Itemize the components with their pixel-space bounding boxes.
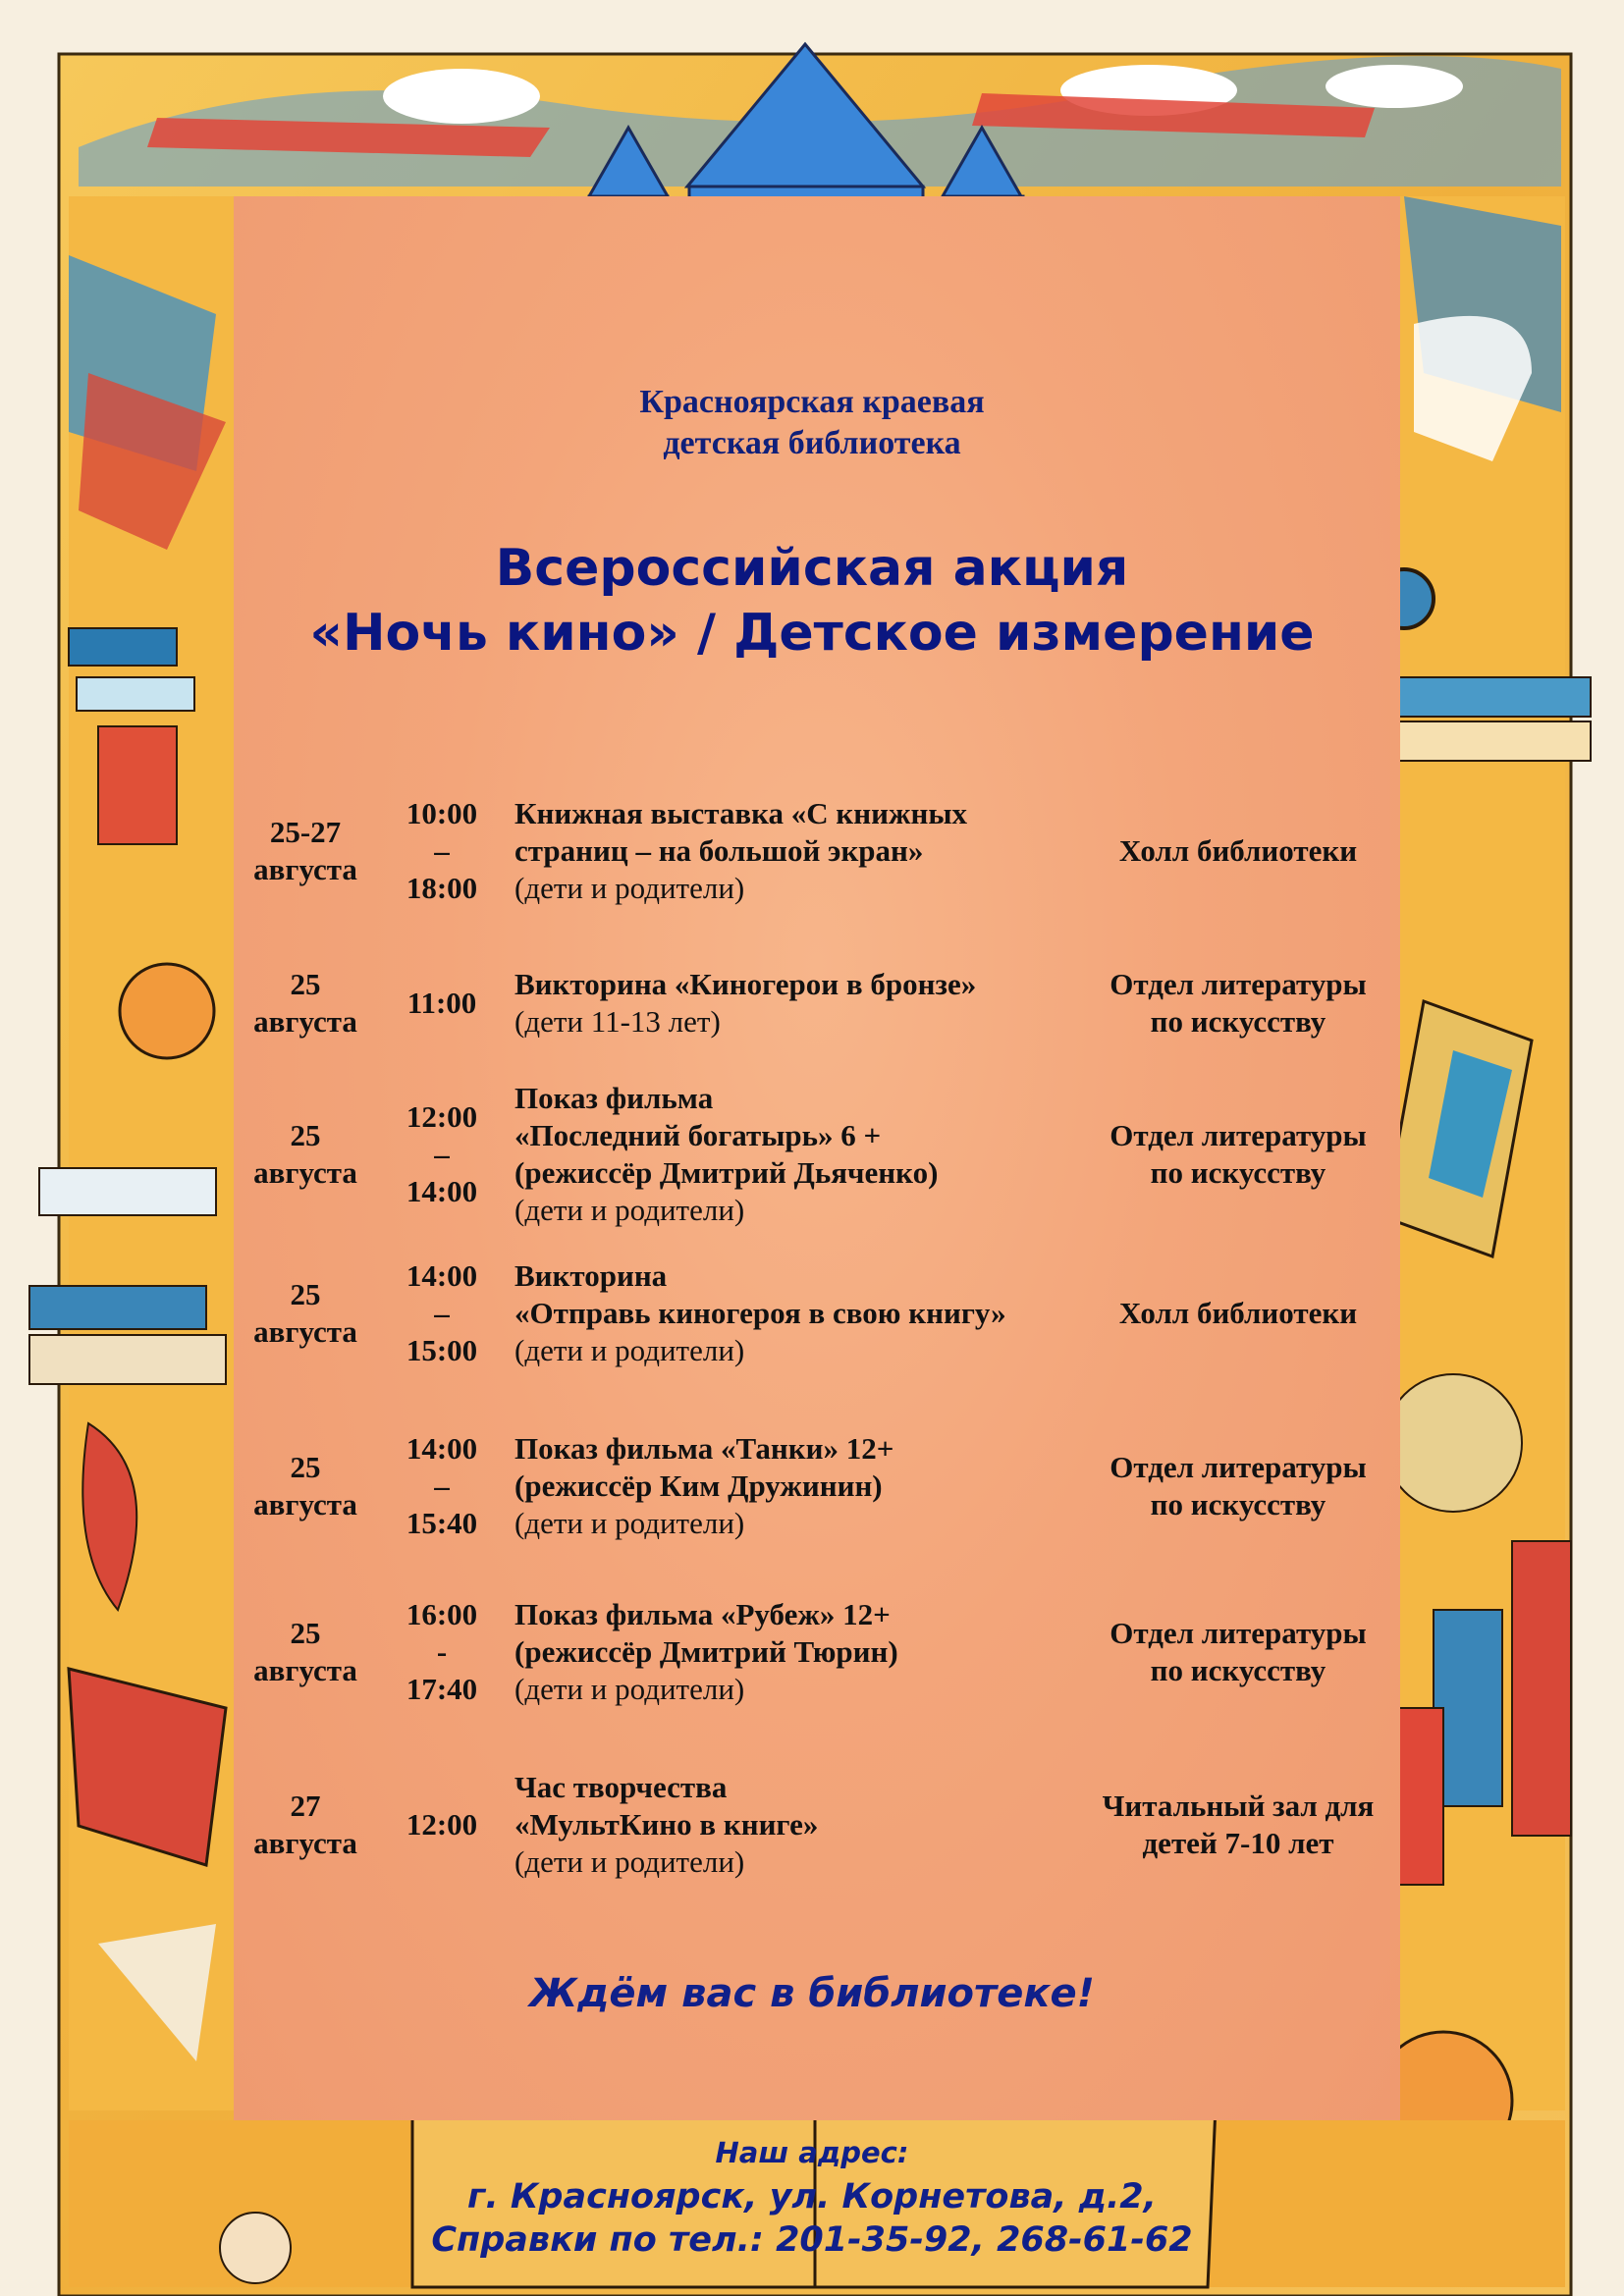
time-start: 16:00 (406, 1597, 478, 1631)
event-audience: (дети и родители) (514, 871, 745, 905)
event-title-line: (режиссёр Дмитрий Дьяченко) (514, 1155, 939, 1190)
date-month: августа (253, 1487, 357, 1522)
event-description (514, 792, 1064, 910)
date-day: 25-27 (269, 815, 342, 849)
time-start: 12:00 (406, 1099, 478, 1134)
time-separator: - (436, 1634, 448, 1669)
event-description (514, 964, 1064, 1042)
event-title-line: Викторина «Киногерои в бронзе» (514, 967, 977, 1001)
time-start: 10:00 (406, 796, 478, 830)
event-time (393, 964, 491, 1042)
event-audience: (дети и родители) (514, 1193, 745, 1227)
event-location (1076, 1427, 1400, 1545)
time-start: 14:00 (406, 1431, 478, 1466)
table-row (0, 1076, 1624, 1233)
event-title-line: «Последний богатырь» 6 + (514, 1118, 882, 1152)
event-time (393, 1593, 491, 1711)
phone-line: Справки по тел.: 201-35-92, 268-61-62 (431, 2220, 1193, 2260)
date-month: августа (253, 1653, 357, 1687)
location-line: Отдел литературы (1110, 967, 1367, 1001)
event-date (234, 1593, 377, 1711)
time-start: 12:00 (406, 1807, 478, 1842)
time-end: 18:00 (406, 871, 478, 905)
date-day: 25 (290, 1118, 321, 1152)
event-location (1076, 1766, 1400, 1884)
table-row (0, 1255, 1624, 1372)
event-location (1076, 792, 1400, 910)
date-month: августа (253, 1314, 357, 1349)
date-month: августа (253, 1826, 357, 1860)
location-line: Холл библиотеки (1118, 1296, 1358, 1330)
time-separator: – (434, 1296, 450, 1330)
location-line: Отдел литературы (1110, 1118, 1367, 1152)
table-row (0, 1427, 1624, 1545)
event-time (393, 1076, 491, 1233)
date-month: августа (253, 1004, 357, 1039)
event-location (1076, 1593, 1400, 1711)
time-separator: – (434, 833, 450, 868)
event-date (234, 792, 377, 910)
event-title-line: (режиссёр Ким Дружинин) (514, 1468, 883, 1503)
date-day: 27 (290, 1789, 321, 1823)
address-line: г. Красноярск, ул. Корнетова, д.2, (467, 2177, 1157, 2216)
time-separator: – (434, 1137, 450, 1171)
event-title-line: «Отправь киногероя в свою книгу» (514, 1296, 1006, 1330)
address-label: Наш адрес: (715, 2136, 909, 2169)
time-end: 14:00 (406, 1174, 478, 1208)
location-line: по искусству (1150, 1155, 1326, 1190)
library-name-line2: детская библиотека (663, 425, 961, 461)
event-time (393, 1427, 491, 1545)
event-audience: (дети 11-13 лет) (514, 1004, 721, 1039)
location-line: детей 7-10 лет (1142, 1826, 1334, 1860)
event-title-line: Показ фильма «Рубеж» 12+ (514, 1597, 891, 1631)
event-time (393, 792, 491, 910)
location-line: Читальный зал для (1102, 1789, 1375, 1823)
time-start: 14:00 (406, 1258, 478, 1293)
event-description (514, 1076, 1064, 1233)
location-line: по искусству (1150, 1004, 1326, 1039)
time-start: 11:00 (406, 986, 477, 1020)
location-line: по искусству (1150, 1487, 1326, 1522)
event-date (234, 1766, 377, 1884)
event-description (514, 1427, 1064, 1545)
location-line: Отдел литературы (1110, 1616, 1367, 1650)
event-date (234, 964, 377, 1042)
event-title-line: Показ фильма (514, 1081, 714, 1115)
time-end: 15:00 (406, 1333, 478, 1367)
time-end: 15:40 (406, 1506, 478, 1540)
table-row (0, 1593, 1624, 1711)
date-month: августа (253, 1155, 357, 1190)
event-date (234, 1427, 377, 1545)
event-location (1076, 1076, 1400, 1233)
date-day: 25 (290, 1450, 321, 1484)
event-date (234, 1255, 377, 1372)
event-title-line: Час творчества (514, 1770, 728, 1804)
event-audience: (дети и родители) (514, 1672, 745, 1706)
location-line: по искусству (1150, 1653, 1326, 1687)
event-title-line: Показ фильма «Танки» 12+ (514, 1431, 894, 1466)
event-title-line: Книжная выставка «С книжных (514, 796, 968, 830)
event-location (1076, 1255, 1400, 1372)
table-row (0, 964, 1624, 1042)
location-line: Холл библиотеки (1118, 833, 1358, 868)
time-separator: – (434, 1468, 450, 1503)
event-title-line: (режиссёр Дмитрий Тюрин) (514, 1634, 898, 1669)
date-day: 25 (290, 967, 321, 1001)
event-date (234, 1076, 377, 1233)
date-month: августа (253, 852, 357, 886)
campaign-title-line1: Всероссийская акция (495, 539, 1129, 598)
campaign-title-line2: «Ночь кино» / Детское измерение (309, 604, 1315, 663)
table-row (0, 1766, 1624, 1884)
date-day: 25 (290, 1277, 321, 1311)
welcome-message: Ждём вас в библиотеке! (529, 1971, 1095, 2016)
event-description (514, 1593, 1064, 1711)
event-title-line: Викторина (514, 1258, 668, 1293)
event-time (393, 1255, 491, 1372)
time-end: 17:40 (406, 1672, 478, 1706)
event-audience: (дети и родители) (514, 1844, 745, 1879)
event-audience: (дети и родители) (514, 1506, 745, 1540)
event-audience: (дети и родители) (514, 1333, 745, 1367)
event-title-line: страниц – на большой экран» (514, 833, 924, 868)
location-line: Отдел литературы (1110, 1450, 1367, 1484)
event-time (393, 1766, 491, 1884)
event-description (514, 1766, 1064, 1884)
event-title-line: «МультКино в книге» (514, 1807, 819, 1842)
date-day: 25 (290, 1616, 321, 1650)
library-name-line1: Красноярская краевая (639, 384, 985, 420)
table-row (0, 792, 1624, 910)
event-location (1076, 964, 1400, 1042)
event-description (514, 1255, 1064, 1372)
